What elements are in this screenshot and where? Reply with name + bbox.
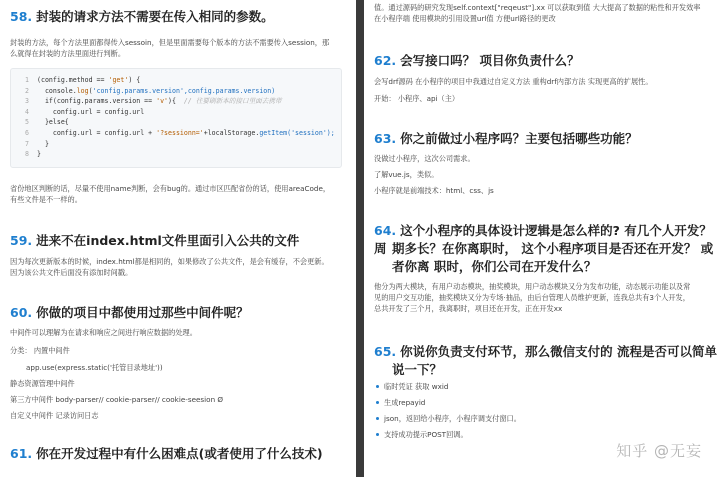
line-number: 7	[25, 139, 29, 148]
paragraph: 么就得在封装的方法里面进行判断。	[10, 49, 126, 58]
list-item: json，返回给小程序，小程序调支付窗口。	[374, 413, 521, 424]
line-number: 6	[25, 128, 29, 137]
code-text: getItem('session');	[259, 128, 335, 137]
question-number: 63.	[374, 131, 397, 146]
paragraph: 他分为两大模块，有用户动态模块，抽奖模块，用户动态模块又分为发布功能，动态展示功能以及常	[374, 282, 691, 291]
code-line	[15, 139, 335, 150]
watermark: 知乎 @无妄	[616, 442, 702, 460]
list-item: 临时凭证 获取 wxid	[374, 381, 448, 392]
code-comment: // 往要刷新本的接口里面去携带	[183, 97, 282, 106]
code-text: }	[37, 150, 41, 159]
code-text: }else{	[37, 118, 69, 127]
heading-q65-line2: 说一下？	[392, 362, 443, 377]
code-line	[15, 86, 335, 97]
question-number: 60.	[10, 305, 33, 320]
code-string: 'v'	[156, 97, 169, 106]
paragraph: 了解vue.js，类似。	[374, 170, 439, 179]
question-title: 进来不在index.html文件里面引入公共的文件	[36, 233, 300, 248]
line-number: 2	[25, 86, 29, 95]
paragraph: 总共开发了三个月，我离职时，项目还在开发，正在开发xx	[374, 304, 563, 313]
paragraph: 没做过小程序，这次公司需求。	[374, 154, 475, 163]
question-number: 65.	[374, 344, 397, 359]
paragraph: 见的用户交互功能，抽奖模块又分为专场·抽品，由后台管理人员维护更新，连我总共有3个人开发，	[374, 293, 690, 302]
list-item: 支持成功提示POST回调。	[374, 429, 468, 440]
code-text: 'config.params.version',config.params.version)	[92, 86, 276, 95]
paragraph: 值。通过源码的研究发现self.context["reqeust"].xx 可以获取到值 大大提高了数据的粘性和开发效率	[374, 3, 701, 12]
paragraph: 分类： 内置中间件	[10, 346, 70, 355]
heading-q65	[374, 343, 717, 361]
right-page	[364, 0, 720, 477]
code-string: 'get'	[108, 76, 129, 84]
question-title: 你做的项目中都使用过那些中间件呢？	[36, 305, 249, 320]
question-number: 58.	[10, 9, 33, 24]
question-title: 你在开发过程中有什么困难点(或者使用了什么技术)	[36, 446, 323, 461]
code-block	[10, 68, 342, 168]
code-line	[15, 128, 335, 139]
code-text: ){	[168, 97, 184, 106]
question-number: 64.	[374, 223, 397, 238]
paragraph: app.use(express.static('托管目录地址'))	[26, 363, 163, 372]
heading-q59	[10, 232, 299, 250]
list-item: 生成repayid	[374, 397, 425, 408]
paragraph: 会写drf源码 在小程序的项目中我通过自定义方法 重构drf内部方法 实现更高的扩展性。	[374, 77, 653, 86]
paragraph: 省份地区判断的话，尽量不使用name判断，会有bug的。通过市区匹配省份的话，使用areaCode，	[10, 184, 331, 193]
paragraph: 因为该公共文件后面没有添加时间戳。	[10, 268, 133, 277]
question-title: 会写接口吗？ 项目你负责什么？	[400, 53, 580, 68]
heading-q60	[10, 304, 249, 322]
code-line	[15, 107, 335, 118]
code-line	[15, 149, 335, 160]
question-title: 这个小程序的具体设计逻辑是怎么样的? 有几个人开发？ 周	[374, 223, 712, 256]
code-text: (	[88, 86, 93, 95]
heading-q63	[374, 130, 638, 148]
question-number: 59.	[10, 233, 33, 248]
question-title: 封装的请求方法不需要在传入相同的参数。	[36, 9, 274, 24]
code-text: config.url = config.url	[37, 107, 145, 116]
code-string: log	[76, 86, 89, 95]
line-number: 3	[25, 97, 29, 106]
code-text: (config.method ==	[37, 76, 109, 84]
code-line	[15, 75, 335, 86]
left-page	[0, 0, 356, 477]
line-number: 4	[25, 107, 29, 116]
code-line	[15, 96, 335, 107]
line-number: 5	[25, 118, 29, 127]
question-number: 62.	[374, 53, 397, 68]
code-string: '?sessionn='	[156, 128, 204, 137]
code-text: ) {	[128, 76, 141, 84]
paragraph: 中间件可以理解为在请求和响应之间进行响应数据的处理。	[10, 328, 197, 337]
question-title: 你之前做过小程序吗？主要包括哪些功能？	[400, 131, 638, 146]
paragraph: 自定义中间件 记录访问日志	[10, 411, 99, 420]
heading-q62	[374, 52, 580, 70]
paragraph: 静态资源管理中间件	[10, 379, 75, 388]
paragraph: 有些文件是不一样的。	[10, 195, 82, 204]
heading-q61	[10, 445, 323, 463]
line-number: 8	[25, 150, 29, 159]
code-text: console.	[37, 86, 77, 95]
paragraph: 封装的方法，每个方法里面都得传入sessoin，但是里面需要每个版本的方法不需要传入session，那	[10, 38, 330, 47]
paragraph: 因为每次更新版本的时候，index.html都是相同的，如果修改了公共文件，是会有缓存，不会更新。	[10, 257, 329, 266]
paragraph: 第三方中间件 body-parser// cookie-parser// cookie-seesion Ø	[10, 395, 224, 404]
heading-q64-line2: 期多长？在你离职时， 这个小程序项目是否还在开发？ 或	[392, 241, 714, 256]
question-number: 61.	[10, 446, 33, 461]
question-title: 你说你负责支付环节，那么微信支付的 流程是否可以简单	[400, 344, 718, 359]
line-number: 1	[25, 76, 29, 84]
paragraph: 小程序就是前端技术：html、css、js	[374, 186, 494, 195]
code-text: +localStorage.	[203, 128, 260, 137]
heading-q58	[10, 8, 274, 26]
code-line	[15, 117, 335, 128]
code-text: if(config.params.version ==	[37, 97, 157, 106]
code-text: config.url = config.url +	[37, 128, 157, 137]
paragraph: 开始： 小程序、api（主）	[374, 94, 460, 103]
code-text: }	[37, 139, 49, 148]
heading-q64-line3: 者你离 职时，你们公司在开发什么？	[392, 259, 597, 274]
paragraph: 在小程序端 使用模块的引用设置url值 方便url路径的更改	[374, 14, 556, 23]
